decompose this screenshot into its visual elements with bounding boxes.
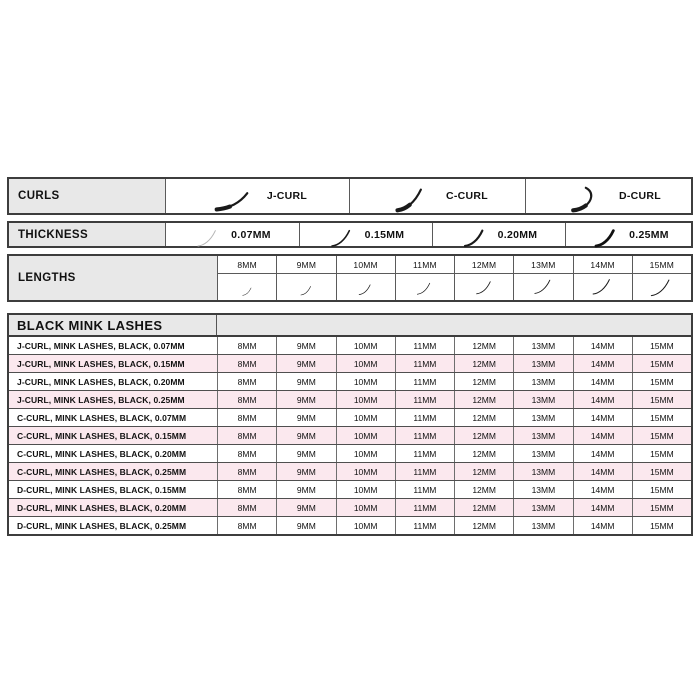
product-length-cell: 8MM <box>217 373 276 390</box>
product-length-cell: 8MM <box>217 355 276 372</box>
products-table-title: BLACK MINK LASHES <box>9 315 217 335</box>
length-col-icon-cell <box>396 274 454 300</box>
product-length-cell: 13MM <box>513 427 572 444</box>
product-length-cell: 15MM <box>632 337 691 354</box>
product-length-cell: 9MM <box>276 409 335 426</box>
product-length-cell: 8MM <box>217 499 276 516</box>
product-length-cell: 8MM <box>217 427 276 444</box>
curl-option-j-curl <box>165 179 349 213</box>
product-length-cell: 12MM <box>454 463 513 480</box>
product-length-cell: 15MM <box>632 463 691 480</box>
product-row <box>9 408 691 426</box>
product-length-cell: 14MM <box>573 391 632 408</box>
product-length-cell: 15MM <box>632 499 691 516</box>
product-length-cell: 11MM <box>395 391 454 408</box>
product-length-cell: 8MM <box>217 481 276 498</box>
product-length-cell: 8MM <box>217 517 276 534</box>
product-length-cell: 11MM <box>395 463 454 480</box>
thickness-option-label: 0.25MM <box>629 228 669 241</box>
thickness-section <box>7 221 693 248</box>
thickness-0.25mm-lash-icon <box>592 228 620 248</box>
product-length-cell: 13MM <box>513 481 572 498</box>
products-table-header-spacer <box>217 315 691 335</box>
products-table-header <box>9 315 691 337</box>
curls-section-label: CURLS <box>9 179 165 213</box>
product-row <box>9 444 691 462</box>
length-col-header: 13MM <box>514 256 572 274</box>
product-length-cell: 15MM <box>632 445 691 462</box>
length-col-15mm <box>632 256 691 300</box>
products-rows <box>9 337 691 534</box>
product-length-cell: 8MM <box>217 409 276 426</box>
thickness-0.25mm-lash-icon-wrap <box>592 228 620 248</box>
product-length-cell: 11MM <box>395 499 454 516</box>
product-length-cell: 13MM <box>513 445 572 462</box>
product-length-cell: 12MM <box>454 481 513 498</box>
length-col-8mm <box>217 256 276 300</box>
length-10mm-lash-icon <box>357 281 374 298</box>
thickness-option-0.20mm <box>432 223 565 246</box>
product-length-cell: 9MM <box>276 427 335 444</box>
length-col-icon-cell <box>455 274 513 300</box>
product-length-cell: 12MM <box>454 445 513 462</box>
product-length-cell: 11MM <box>395 445 454 462</box>
c-curl-lash-icon-wrap <box>387 186 435 213</box>
product-length-cell: 8MM <box>217 463 276 480</box>
product-length-cell: 12MM <box>454 499 513 516</box>
product-length-cell: 9MM <box>276 517 335 534</box>
length-col-header: 11MM <box>396 256 454 274</box>
product-length-cell: 10MM <box>336 445 395 462</box>
curl-option-c-curl <box>349 179 525 213</box>
product-row-label: D-CURL, MINK LASHES, BLACK, 0.15MM <box>17 484 187 495</box>
product-row <box>9 390 691 408</box>
product-length-cell: 13MM <box>513 355 572 372</box>
d-curl-lash-icon-wrap <box>560 186 608 213</box>
thickness-option-label: 0.15MM <box>364 228 405 241</box>
spec-tables <box>7 177 693 536</box>
curl-option-label: D-CURL <box>618 190 662 202</box>
product-length-cell: 12MM <box>454 337 513 354</box>
length-11mm-lash-icon <box>415 279 434 298</box>
length-8mm-lash-icon <box>241 285 254 298</box>
length-col-11mm <box>395 256 454 300</box>
product-length-cell: 9MM <box>276 499 335 516</box>
thickness-options <box>165 223 695 246</box>
thickness-option-0.25mm <box>565 223 695 246</box>
product-length-cell: 15MM <box>632 481 691 498</box>
product-row-label: D-CURL, MINK LASHES, BLACK, 0.20MM <box>17 502 187 513</box>
product-length-cell: 15MM <box>632 391 691 408</box>
j-curl-lash-icon-wrap <box>208 186 256 213</box>
product-length-cell: 10MM <box>336 373 395 390</box>
product-length-cell: 11MM <box>395 517 454 534</box>
product-row <box>9 462 691 480</box>
product-length-cell: 14MM <box>573 427 632 444</box>
length-col-icon-cell <box>633 274 691 303</box>
products-table <box>7 313 693 536</box>
lengths-section <box>7 254 693 302</box>
j-curl-lash-icon <box>208 186 256 213</box>
length-col-header: 12MM <box>455 256 513 274</box>
product-row-label: J-CURL, MINK LASHES, BLACK, 0.20MM <box>17 376 185 387</box>
product-length-cell: 15MM <box>632 517 691 534</box>
product-length-cell: 12MM <box>454 355 513 372</box>
product-length-cell: 14MM <box>573 499 632 516</box>
length-col-icon-cell <box>337 274 395 300</box>
lengths-section-label: LENGTHS <box>9 256 217 300</box>
product-length-cell: 14MM <box>573 337 632 354</box>
product-row <box>9 354 691 372</box>
product-length-cell: 10MM <box>336 463 395 480</box>
product-length-cell: 9MM <box>276 463 335 480</box>
product-length-cell: 12MM <box>454 517 513 534</box>
length-13mm-lash-icon <box>532 275 555 298</box>
product-length-cell: 10MM <box>336 391 395 408</box>
product-length-cell: 13MM <box>513 337 572 354</box>
length-9mm-lash-icon <box>299 283 314 298</box>
thickness-option-label: 0.07MM <box>231 228 271 241</box>
product-length-cell: 11MM <box>395 337 454 354</box>
product-row <box>9 337 691 354</box>
product-length-cell: 11MM <box>395 481 454 498</box>
length-col-12mm <box>454 256 513 300</box>
length-col-icon-cell <box>277 274 335 300</box>
product-length-cell: 10MM <box>336 337 395 354</box>
product-length-cell: 15MM <box>632 427 691 444</box>
length-col-14mm <box>573 256 632 300</box>
curl-option-d-curl <box>525 179 695 213</box>
product-length-cell: 14MM <box>573 355 632 372</box>
thickness-option-label: 0.20MM <box>497 228 538 241</box>
product-length-cell: 12MM <box>454 409 513 426</box>
length-col-header: 10MM <box>337 256 395 274</box>
curl-option-label: C-CURL <box>445 190 489 202</box>
length-col-header: 8MM <box>218 256 276 274</box>
product-length-cell: 10MM <box>336 517 395 534</box>
product-length-cell: 13MM <box>513 517 572 534</box>
product-row-label: J-CURL, MINK LASHES, BLACK, 0.25MM <box>17 394 185 405</box>
product-length-cell: 13MM <box>513 499 572 516</box>
product-length-cell: 13MM <box>513 391 572 408</box>
product-length-cell: 11MM <box>395 355 454 372</box>
c-curl-lash-icon <box>387 186 435 213</box>
length-12mm-lash-icon <box>474 277 495 298</box>
product-row-label: C-CURL, MINK LASHES, BLACK, 0.25MM <box>17 466 187 477</box>
product-length-cell: 10MM <box>336 355 395 372</box>
product-length-cell: 13MM <box>513 373 572 390</box>
thickness-0.20mm-lash-icon-wrap <box>461 228 489 248</box>
length-col-header: 15MM <box>633 256 691 274</box>
product-length-cell: 9MM <box>276 355 335 372</box>
product-row-label: J-CURL, MINK LASHES, BLACK, 0.07MM <box>17 340 185 351</box>
product-length-cell: 14MM <box>573 409 632 426</box>
thickness-0.07mm-lash-icon-wrap <box>194 228 222 248</box>
product-row-label: C-CURL, MINK LASHES, BLACK, 0.20MM <box>17 448 187 459</box>
product-length-cell: 8MM <box>217 337 276 354</box>
thickness-option-0.07mm <box>165 223 299 246</box>
product-length-cell: 12MM <box>454 391 513 408</box>
product-length-cell: 10MM <box>336 427 395 444</box>
length-col-icon-cell <box>218 274 276 300</box>
product-length-cell: 10MM <box>336 499 395 516</box>
thickness-option-0.15mm <box>299 223 432 246</box>
curl-option-label: J-CURL <box>266 190 308 202</box>
d-curl-lash-icon <box>560 186 608 213</box>
product-length-cell: 9MM <box>276 445 335 462</box>
length-col-header: 14MM <box>574 256 632 274</box>
thickness-section-label: THICKNESS <box>9 223 165 246</box>
length-col-9mm <box>276 256 335 300</box>
length-col-icon-cell <box>514 274 572 300</box>
length-col-icon-cell <box>574 274 632 301</box>
product-row-label: J-CURL, MINK LASHES, BLACK, 0.15MM <box>17 358 185 369</box>
product-length-cell: 15MM <box>632 373 691 390</box>
product-length-cell: 8MM <box>217 445 276 462</box>
product-length-cell: 14MM <box>573 445 632 462</box>
length-col-13mm <box>513 256 572 300</box>
product-length-cell: 9MM <box>276 481 335 498</box>
product-length-cell: 14MM <box>573 517 632 534</box>
product-row <box>9 498 691 516</box>
product-length-cell: 13MM <box>513 463 572 480</box>
length-col-header: 9MM <box>277 256 335 274</box>
length-15mm-lash-icon <box>648 274 675 301</box>
product-length-cell: 15MM <box>632 409 691 426</box>
thickness-0.15mm-lash-icon <box>328 228 356 248</box>
product-length-cell: 11MM <box>395 373 454 390</box>
length-14mm-lash-icon <box>590 274 615 299</box>
thickness-0.07mm-lash-icon <box>194 228 222 248</box>
length-col-10mm <box>336 256 395 300</box>
product-length-cell: 11MM <box>395 409 454 426</box>
product-length-cell: 8MM <box>217 391 276 408</box>
product-row <box>9 372 691 390</box>
product-length-cell: 15MM <box>632 355 691 372</box>
product-row-label: D-CURL, MINK LASHES, BLACK, 0.25MM <box>17 520 187 531</box>
product-length-cell: 9MM <box>276 391 335 408</box>
product-row-label: C-CURL, MINK LASHES, BLACK, 0.07MM <box>17 412 187 423</box>
curls-section <box>7 177 693 215</box>
thickness-0.15mm-lash-icon-wrap <box>328 228 356 248</box>
product-length-cell: 10MM <box>336 409 395 426</box>
product-length-cell: 9MM <box>276 337 335 354</box>
product-length-cell: 9MM <box>276 373 335 390</box>
thickness-0.20mm-lash-icon <box>461 228 489 248</box>
product-row <box>9 426 691 444</box>
product-length-cell: 14MM <box>573 463 632 480</box>
length-options <box>217 256 691 300</box>
product-length-cell: 14MM <box>573 481 632 498</box>
product-length-cell: 11MM <box>395 427 454 444</box>
product-length-cell: 10MM <box>336 481 395 498</box>
product-row <box>9 480 691 498</box>
curl-options <box>165 179 695 213</box>
product-length-cell: 12MM <box>454 373 513 390</box>
product-row <box>9 516 691 534</box>
product-length-cell: 14MM <box>573 373 632 390</box>
product-row-label: C-CURL, MINK LASHES, BLACK, 0.15MM <box>17 430 187 441</box>
product-length-cell: 12MM <box>454 427 513 444</box>
product-length-cell: 13MM <box>513 409 572 426</box>
